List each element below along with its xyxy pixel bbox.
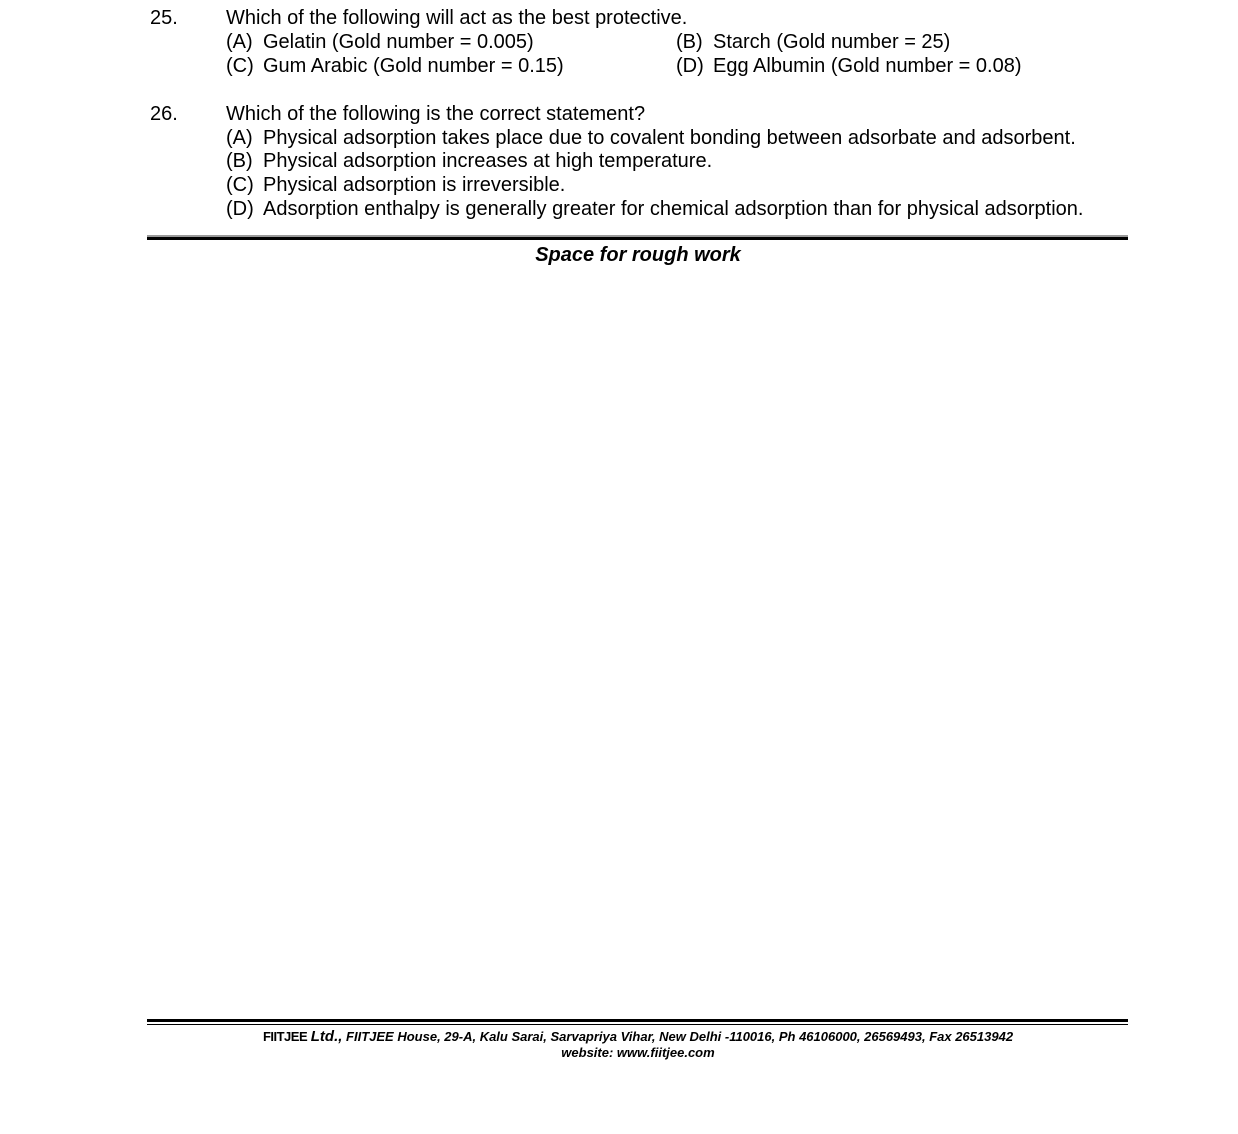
option-c — [226, 54, 564, 78]
option-a — [226, 126, 1076, 150]
question-number: 26. — [150, 103, 178, 125]
option-text: Adsorption enthalpy is generally greater for chemical adsorption than for physical adsorption. — [263, 198, 1084, 220]
option-c — [226, 173, 565, 197]
option-label: (D) — [226, 198, 254, 220]
rough-work-divider — [147, 235, 1128, 240]
option-text: Starch (Gold number = 25) — [713, 31, 951, 53]
footer-brand: FIITJEE — [262, 1029, 308, 1044]
option-text: Gum Arabic (Gold number = 0.15) — [263, 55, 564, 77]
option-text: Physical adsorption is irreversible. — [263, 174, 566, 196]
option-d — [226, 197, 1083, 221]
question-text: Which of the following is the correct statement? — [226, 103, 646, 125]
option-text: Physical adsorption increases at high temperature. — [263, 150, 713, 172]
option-text: Egg Albumin (Gold number = 0.08) — [713, 55, 1022, 77]
footer-rule-thick — [147, 1019, 1128, 1022]
option-label: (D) — [676, 55, 704, 77]
option-text: Gelatin (Gold number = 0.005) — [263, 31, 534, 53]
option-b — [676, 30, 950, 54]
option-b — [226, 149, 712, 173]
footer-address: FIITJEE House, 29-A, Kalu Sarai, Sarvapriya Vihar, New Delhi -110016, Ph 46106000, 26569493, Fax 26513942 — [346, 1029, 1014, 1044]
option-label: (A) — [226, 31, 253, 53]
option-a — [226, 30, 534, 54]
question-text: Which of the following will act as the best protective. — [226, 7, 688, 29]
option-label: (C) — [226, 55, 254, 77]
option-label: (B) — [676, 31, 703, 53]
option-label: (B) — [226, 150, 253, 172]
footer-website: website: www.fiitjee.com — [561, 1045, 715, 1060]
question-number: 25. — [150, 7, 178, 29]
option-label: (A) — [226, 127, 253, 149]
option-label: (C) — [226, 174, 254, 196]
footer-address-line — [0, 1029, 1238, 1045]
footer-rule-thin — [147, 1024, 1128, 1025]
rough-work-title: Space for rough work — [535, 244, 741, 266]
option-text: Physical adsorption takes place due to covalent bonding between adsorbate and adsorbent. — [263, 127, 1076, 149]
option-d — [676, 54, 1022, 78]
footer-ltd: Ltd., — [310, 1028, 343, 1045]
